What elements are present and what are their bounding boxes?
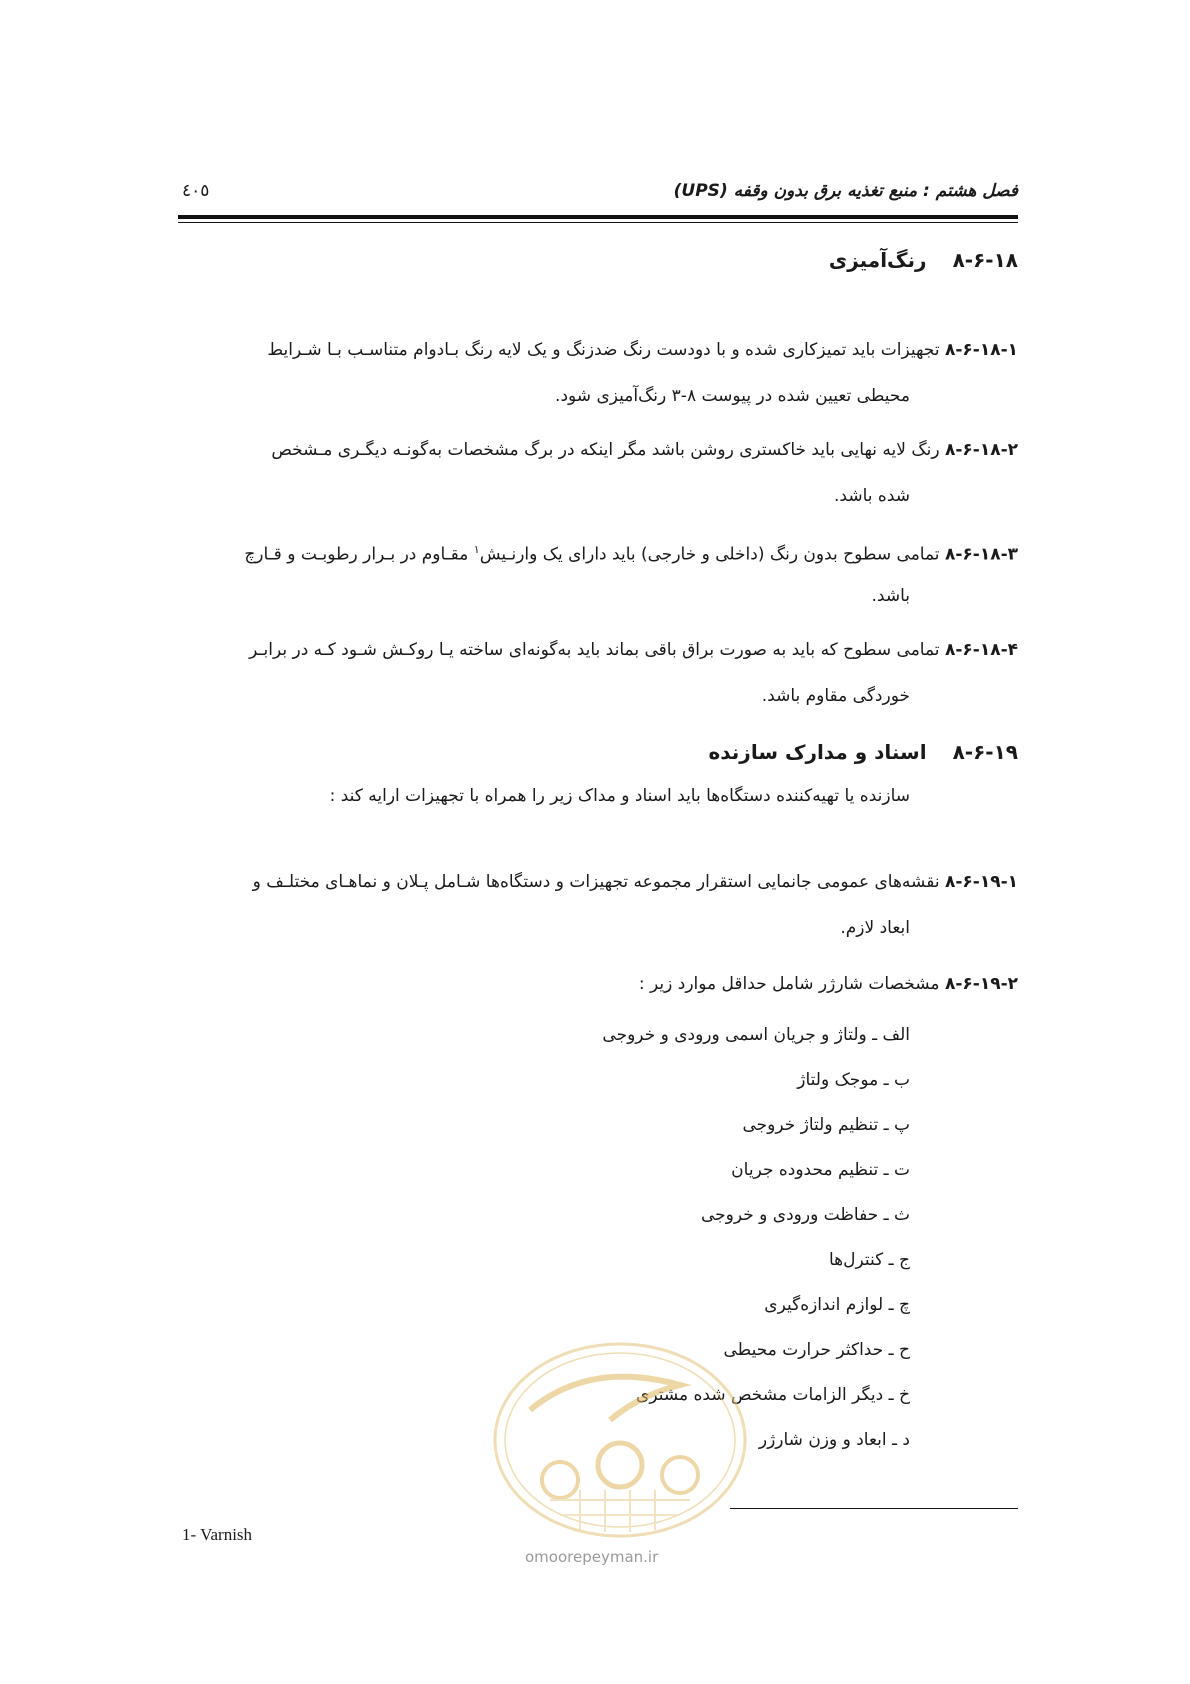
footnote: 1- Varnish	[182, 1525, 253, 1544]
paragraph-number: ۸-۶-۱۹-۱	[944, 872, 1018, 892]
paragraph-18-4	[178, 628, 1018, 672]
list-item: ب ـ موجک ولتاژ	[797, 1070, 910, 1090]
paragraph-number: ۸-۶-۱۸-۴	[944, 640, 1018, 660]
section-heading-19	[708, 740, 1018, 764]
section-heading-18	[829, 248, 1018, 272]
list-item: د ـ ابعاد و وزن شارژر	[758, 1430, 910, 1450]
paragraph-19-2	[178, 962, 1018, 1006]
paragraph-text: تجهیزات باید تمیزکاری شده و با دودست رنگ ضدزنگ و یک لایه رنگ بـادوام متناسـب بـا شـرایط	[267, 340, 940, 360]
list-item: پ ـ تنظیم ولتاژ خروجی	[742, 1115, 910, 1135]
paragraph-number: ۸-۶-۱۸-۲	[944, 440, 1018, 460]
footnote-rule	[730, 1508, 1018, 1509]
section-title: اسناد و مدارک سازنده	[708, 740, 927, 764]
paragraph-text: رنگ لایه نهایی باید خاکستری روشن باشد مگر اینکه در برگ مشخصات به‌گونـه دیگـری مـشخص	[271, 440, 940, 460]
list-item: ت ـ تنظیم محدوده جریان	[731, 1160, 910, 1180]
paragraph-18-3	[178, 528, 1018, 577]
section-number: ۸-۶-۱۹	[952, 740, 1018, 764]
section-number: ۸-۶-۱۸	[952, 248, 1018, 272]
list-item: خ ـ دیگر الزامات مشخص شده مشتری	[636, 1385, 910, 1405]
header-rule-thick	[178, 215, 1018, 219]
section-19-intro: سازنده یا تهیه‌کننده دستگاه‌ها باید اسناد و مداک زیر را همراه با تجهیزات ارایه کند :	[329, 786, 910, 806]
paragraph-18-1-continuation: محیطی تعیین شده در پیوست ۸-۳ رنگ‌آمیزی شود.	[555, 386, 910, 406]
header-rule-thin	[178, 222, 1018, 223]
paragraph-number: ۸-۶-۱۸-۳	[944, 544, 1018, 565]
paragraph-text: مشخصات شارژر شامل حداقل موارد زیر :	[638, 974, 940, 994]
list-item: ج ـ کنترل‌ها	[829, 1250, 910, 1270]
footnote-ref[interactable]: ۱	[473, 543, 480, 556]
paragraph-18-2	[178, 428, 1018, 472]
paragraph-number: ۸-۶-۱۹-۲	[944, 974, 1018, 994]
chapter-title: فصل هشتم : منبع تغذیه برق بدون وقفه (UPS)	[673, 181, 1018, 201]
paragraph-number: ۸-۶-۱۸-۱	[944, 340, 1018, 360]
section-title: رنگ‌آمیزی	[828, 248, 927, 272]
paragraph-18-1	[178, 328, 1018, 372]
paragraph-18-2-continuation: شده باشد.	[834, 486, 910, 506]
paragraph-text: تمامی سطوح بدون رنگ (داخلی و خارجی) باید دارای یک وارنـیش	[479, 544, 940, 565]
list-item: ث ـ حفاظت ورودی و خروجی	[700, 1205, 910, 1225]
list-item: الف ـ ولتاژ و جریان اسمی ورودی و خروجی	[602, 1025, 910, 1045]
paragraph-text: نقشه‌های عمومی جانمایی استقرار مجموعه تجهیزات و دستگاه‌ها شـامل پـلان و نماهـای مختلـف و	[252, 872, 940, 892]
page-number: ٤٠٥	[182, 181, 210, 201]
paragraph-19-1	[178, 860, 1018, 904]
list-item: چ ـ لوازم اندازه‌گیری	[764, 1295, 910, 1315]
watermark-seal-icon	[490, 1340, 750, 1540]
list-item: ح ـ حداکثر حرارت محیطی	[723, 1340, 910, 1360]
paragraph-text: تمامی سطوح که باید به صورت براق باقی بماند باید به‌گونه‌ای ساخته یـا روکـش شـود کـه در برابـر	[249, 640, 940, 660]
paragraph-18-4-continuation: خوردگی مقاوم باشد.	[761, 686, 910, 706]
paragraph-19-1-continuation: ابعاد لازم.	[840, 918, 910, 938]
watermark-url: omoorepeyman.ir	[525, 1548, 659, 1566]
paragraph-text: مقـاوم در بـرار رطوبـت و قـارچ	[244, 544, 469, 565]
paragraph-18-3-continuation: باشد.	[871, 586, 910, 606]
